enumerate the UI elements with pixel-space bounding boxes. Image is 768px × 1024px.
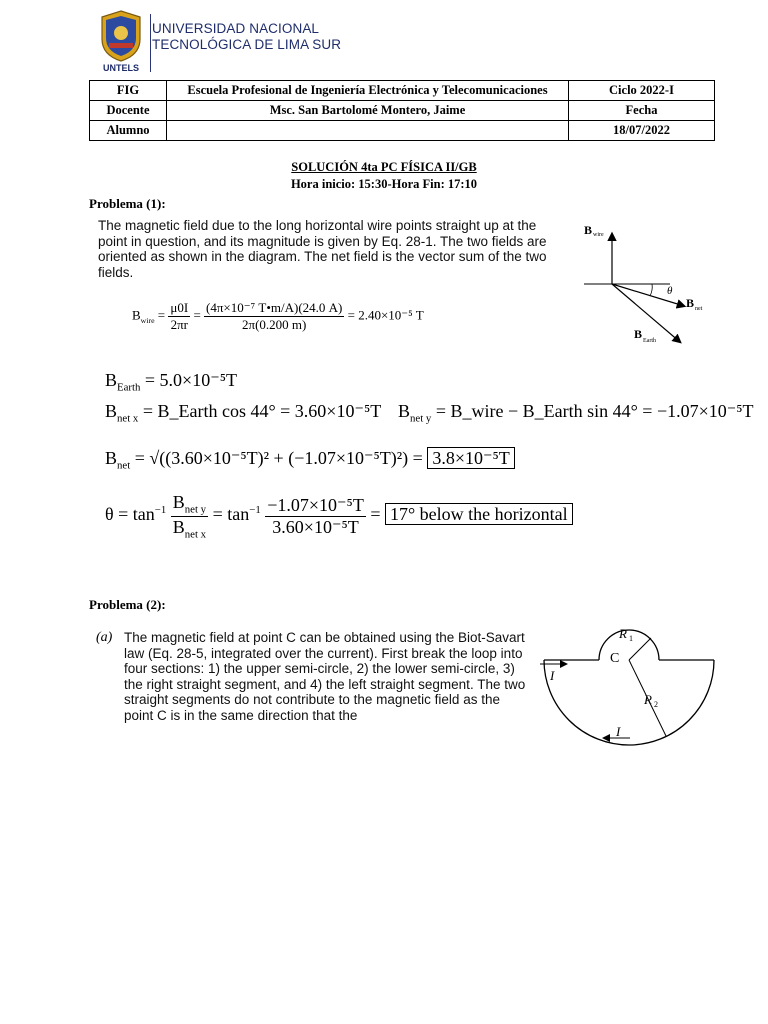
eq-bwire-den2: 2π(0.200 m) [242,317,307,332]
eq-theta-result: 17° below the horizontal [385,503,573,525]
b-net-arrow [612,284,684,306]
table-cell [167,121,569,141]
current-label-bottom: I [616,724,621,739]
eq-bwire-frac2 [204,300,344,333]
table-cell: 18/07/2022 [569,121,715,141]
table-row [90,81,715,101]
eq-theta-frac2 [265,495,366,538]
header-separator [150,14,151,72]
table-cell: Fecha [569,101,715,121]
university-name-line2: TECNOLÓGICA DE LIMA SUR [152,37,342,52]
r1-label: R [619,626,627,641]
b-earth-sub: Earth [643,338,656,344]
eq-bnety: $B_{net y}$ = B_wire − B_Earth sin 44° = −1.07×10⁻⁵T [398,401,754,425]
b-wire-sub: wire [593,232,604,238]
table-cell: FIG [90,81,167,101]
theta-arc [650,284,652,296]
table-row [90,101,715,121]
table-cell: Alumno [90,121,167,141]
eq-theta-frac1 [171,492,208,540]
problem1-text: The magnetic field due to the long horizontal wire points straight up at the point in question, and its magnitude is given by Eq. 28-1. The two fields are oriented as shown in the diagram. The net field is the vector sum of the two fields. [98,218,547,280]
r2-label: R [644,692,652,707]
lower-semicircle [544,660,714,745]
eq-theta-den: 3.60×10⁻⁵T [272,516,359,537]
university-name-line1: UNIVERSIDAD NACIONAL [152,21,320,36]
eq-bnet: $B_{net} = √((3.60\times 10^{-5}T)^2 + (-1.07\times 10^{-5}T)^2) = 3.8\times 10^{-5}T$ [105,448,515,472]
r1-sub: 1 [629,634,633,643]
point-c-label: C [610,651,620,666]
eq-bearth-value: = 5.0×10⁻⁵T [144,370,237,390]
time-line: Hora inicio: 15:30-Hora Fin: 17:10 [290,177,478,191]
b-net-label: B [686,296,695,310]
eq-bnetx-value: = B_Earth cos 44° = 3.60×10⁻⁵T [142,401,382,421]
table-cell: Escuela Profesional de Ingeniería Electrónica y Telecomunicaciones [167,81,569,101]
problem2-text: The magnetic field at point C can be obtained using the Biot-Savart law (Eq. 28-5, integrated over the current). First break the loop into four sections: 1) the upper semi-circle, 2) the lower semi-circle, 3) the right straight segment, and 4) the left straight segment. The two straight segments do not contribute to the magnetic field as the point C is in the same direction that the [124,630,526,723]
b-net-sub: net [695,306,703,312]
problem2-heading: Problema (2): [89,597,166,612]
table-cell: Ciclo 2022-I [569,81,715,101]
university-logo [96,9,146,73]
eq-bwire-result: = 2.40×10⁻⁵ T [347,307,424,323]
eq-bearth: $B_{Earth} = 5.0\times 10^{-5}T$ [105,370,237,394]
eq-theta-num: −1.07×10⁻⁵T [267,494,364,515]
eq-theta-frac1-den: $B_{net x}$ [172,516,207,541]
info-table [89,80,715,141]
current-label-left: I [550,668,555,683]
eq-bnetx: $B_{net x}$ = B_Earth cos 44° = 3.60×10⁻⁵T [105,401,382,425]
b-earth-label: B [634,327,643,341]
r2-sub: 2 [654,700,658,709]
eq-bnet-result: 3.8×10⁻⁵T [427,447,514,469]
loop-diagram [536,608,716,748]
eq-bwire-num: μ0I [170,300,189,315]
eq-bnet-mid: = √((3.60×10⁻⁵T)² + (−1.07×10⁻⁵T)²) = [134,448,423,468]
eq-bnety-value: = B_wire − B_Earth sin 44° = −1.07×10⁻⁵T [435,401,754,421]
table-row [90,121,715,141]
eq-theta-frac1-num: $B_{net y}$ [172,492,207,516]
b-wire-label: B [584,223,593,237]
problem1-heading: Problema (1): [89,196,166,211]
eq-theta: $\theta = \tan^{-1}$ $\frac{B_{net y}}{B_{net x}}$ = $\tan^{-1}$ $\frac{\text{−1.07×10⁻⁵T}}{\text{3.60×10⁻⁵T}}$ = 17° below the horizontal [105,492,573,540]
vector-diagram [580,210,710,350]
eq-bwire: $B_{wire}$ = $\frac{\mu 0I}{2\pi r}$ = $\frac{\text{(4π×10⁻⁷ T•m/A)(24.0 A)}}{2\pi(0.200 m)}$ = 2.40×10⁻⁵ T [132,300,424,332]
eq-bwire-den: 2πr [170,317,188,332]
eq-bwire-lhs: B [132,307,141,323]
solution-title: SOLUCIÓN 4ta PC FÍSICA II/GB [291,160,477,174]
table-cell: Docente [90,101,167,121]
table-cell: Msc. San Bartolomé Montero, Jaime [167,101,569,121]
theta-label: θ [667,285,673,297]
logo-text: UNTELS [103,63,139,73]
eq-bwire-sub: wire [140,316,155,326]
eq-bwire-frac1 [168,300,190,333]
problem2-part-label: (a) [96,630,113,645]
eq-bwire-num2: (4π×10⁻⁷ T•m/A)(24.0 A) [206,300,343,315]
